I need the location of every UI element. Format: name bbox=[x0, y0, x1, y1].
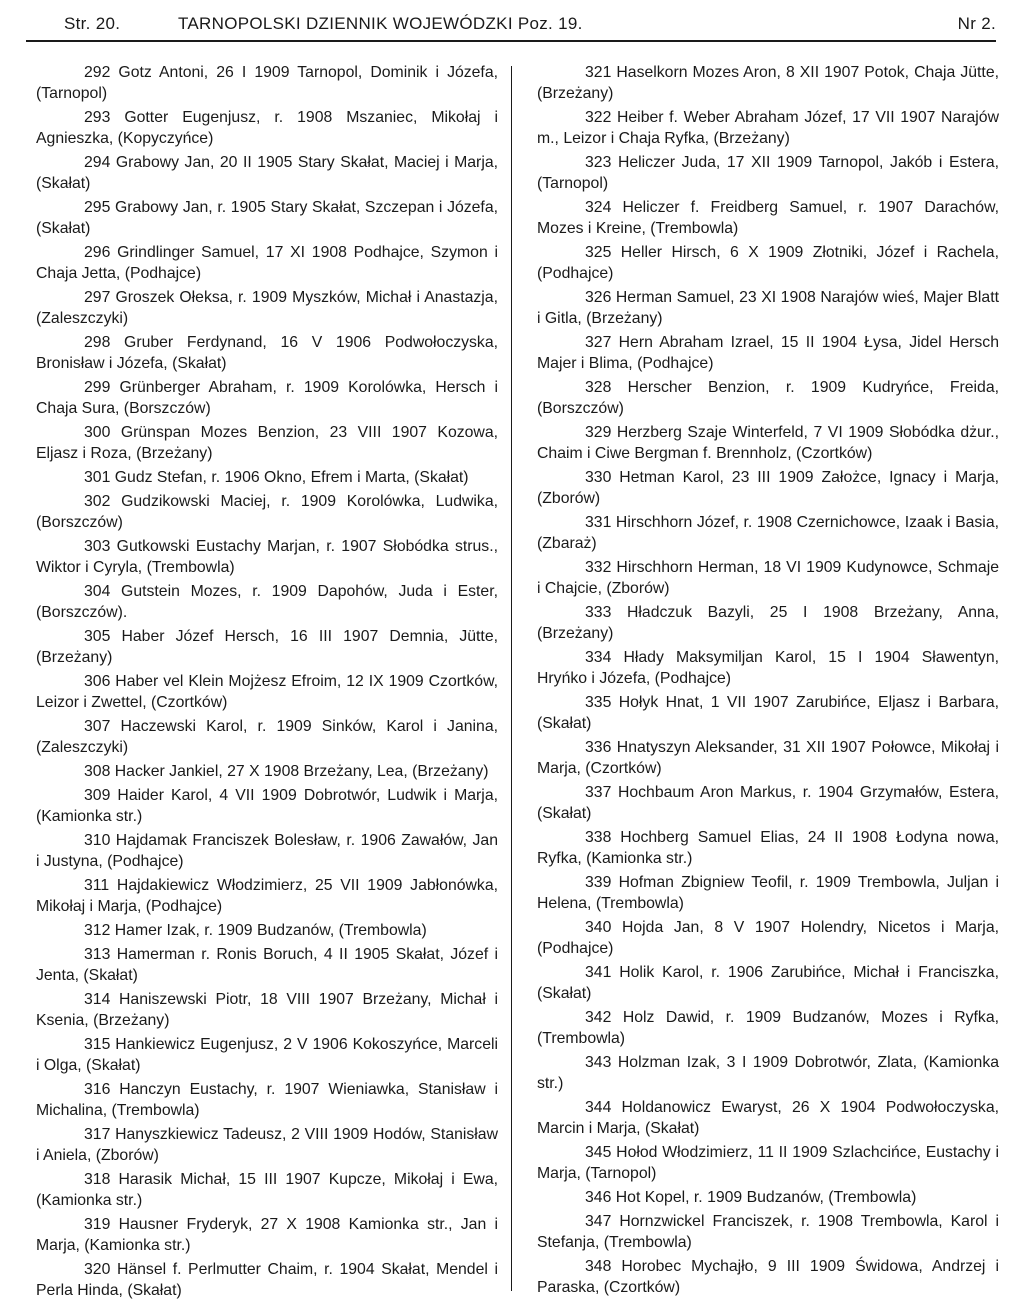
list-entry: 319 Hausner Fryderyk, 27 X 1908 Kamionka str., Jan i Marja, (Kamionka str.) bbox=[36, 1216, 498, 1254]
left-column bbox=[36, 62, 498, 1304]
list-entry: 325 Heller Hirsch, 6 X 1909 Złotniki, Józef i Rachela, (Podhajce) bbox=[537, 244, 999, 282]
list-entry: 300 Grünspan Mozes Benzion, 23 VIII 1907 Kozowa, Eljasz i Roza, (Brzeżany) bbox=[36, 424, 498, 462]
list-entry: 332 Hirschhorn Herman, 18 VI 1909 Kudynowce, Schmaje i Chajcie, (Zborów) bbox=[537, 559, 999, 597]
list-entry: 311 Hajdakiewicz Włodzimierz, 25 VII 1909 Jabłonówka, Mikołaj i Marja, (Podhajce) bbox=[36, 877, 498, 915]
list-entry: 343 Holzman Izak, 3 I 1909 Dobrotwór, Zlata, (Kamionka str.) bbox=[537, 1054, 999, 1092]
list-entry: 301 Gudz Stefan, r. 1906 Okno, Efrem i Marta, (Skałat) bbox=[84, 469, 469, 486]
list-entry: 321 Haselkorn Mozes Aron, 8 XII 1907 Potok, Chaja Jütte, (Brzeżany) bbox=[537, 64, 999, 102]
list-entry: 342 Holz Dawid, r. 1909 Budzanów, Mozes i Ryfka, (Trembowla) bbox=[537, 1009, 999, 1047]
list-entry: 316 Hanczyn Eustachy, r. 1907 Wieniawka, Stanisław i Michalina, (Trembowla) bbox=[36, 1081, 498, 1119]
list-entry: 310 Hajdamak Franciszek Bolesław, r. 1906 Zawałów, Jan i Justyna, (Podhajce) bbox=[36, 832, 498, 870]
list-entry: 318 Harasik Michał, 15 III 1907 Kupcze, Mikołaj i Ewa, (Kamionka str.) bbox=[36, 1171, 498, 1209]
right-column bbox=[537, 62, 999, 1301]
list-entry: 338 Hochberg Samuel Elias, 24 II 1908 Łodyna nowa, Ryfka, (Kamionka str.) bbox=[537, 829, 999, 867]
list-entry: 294 Grabowy Jan, 20 II 1905 Stary Skałat, Maciej i Marja, (Skałat) bbox=[36, 154, 498, 192]
list-entry: 330 Hetman Karol, 23 III 1909 Założce, Ignacy i Marja, (Zborów) bbox=[537, 469, 999, 507]
list-entry: 312 Hamer Izak, r. 1909 Budzanów, (Trembowla) bbox=[84, 922, 427, 939]
list-entry: 324 Heliczer f. Freidberg Samuel, r. 1907 Darachów, Mozes i Kreine, (Trembowla) bbox=[537, 199, 999, 237]
list-entry: 302 Gudzikowski Maciej, r. 1909 Korolówka, Ludwika, (Borszczów) bbox=[36, 493, 498, 531]
list-entry: 298 Gruber Ferdynand, 16 V 1906 Podwołoczyska, Bronisław i Józefa, (Skałat) bbox=[36, 334, 498, 372]
list-entry: 327 Hern Abraham Izrael, 15 II 1904 Łysa, Jidel Hersch Majer i Blima, (Podhajce) bbox=[537, 334, 999, 372]
list-entry: 326 Herman Samuel, 23 XI 1908 Narajów wieś, Majer Blatt i Gitla, (Brzeżany) bbox=[537, 289, 999, 327]
list-entry: 307 Haczewski Karol, r. 1909 Sinków, Karol i Janina, (Zaleszczyki) bbox=[36, 718, 498, 756]
header-rule bbox=[26, 40, 996, 42]
column-divider bbox=[511, 66, 512, 1291]
journal-title: TARNOPOLSKI DZIENNIK WOJEWÓDZKI Poz. 19. bbox=[178, 14, 583, 33]
list-entry: 306 Haber vel Klein Mojżesz Efroim, 12 IX 1909 Czortków, Leizor i Zwettel, (Czortków) bbox=[36, 673, 498, 711]
list-entry: 331 Hirschhorn Józef, r. 1908 Czernichowce, Izaak i Basia, (Zbaraż) bbox=[537, 514, 999, 552]
list-entry: 333 Hładczuk Bazyli, 25 I 1908 Brzeżany, Anna, (Brzeżany) bbox=[537, 604, 999, 642]
list-entry: 309 Haider Karol, 4 VII 1909 Dobrotwór, Ludwik i Marja, (Kamionka str.) bbox=[36, 787, 498, 825]
list-entry: 317 Hanyszkiewicz Tadeusz, 2 VIII 1909 Hodów, Stanisław i Aniela, (Zborów) bbox=[36, 1126, 498, 1164]
list-entry: 322 Heiber f. Weber Abraham Józef, 17 VII 1907 Narajów m., Leizor i Chaja Ryfka, (Brzeżany) bbox=[537, 109, 999, 147]
list-entry: 295 Grabowy Jan, r. 1905 Stary Skałat, Szczepan i Józefa, (Skałat) bbox=[36, 199, 498, 237]
list-entry: 320 Hänsel f. Perlmutter Chaim, r. 1904 Skałat, Mendel i Perla Hinda, (Skałat) bbox=[36, 1261, 498, 1299]
list-entry: 304 Gutstein Mozes, r. 1909 Dapohów, Juda i Ester, (Borszczów). bbox=[36, 583, 498, 621]
list-entry: 335 Hołyk Hnat, 1 VII 1907 Zarubińce, Eljasz i Barbara, (Skałat) bbox=[537, 694, 999, 732]
page-header bbox=[26, 14, 996, 40]
list-entry: 340 Hojda Jan, 8 V 1907 Holendry, Nicetos i Marja, (Podhajce) bbox=[537, 919, 999, 957]
list-entry: 308 Hacker Jankiel, 27 X 1908 Brzeżany, Lea, (Brzeżany) bbox=[84, 763, 489, 780]
list-entry: 345 Hołod Włodzimierz, 11 II 1909 Szlachcińce, Eustachy i Marja, (Tarnopol) bbox=[537, 1144, 999, 1182]
list-entry: 337 Hochbaum Aron Markus, r. 1904 Grzymałów, Estera, (Skałat) bbox=[537, 784, 999, 822]
list-entry: 323 Heliczer Juda, 17 XII 1909 Tarnopol, Jakób i Estera, (Tarnopol) bbox=[537, 154, 999, 192]
page-number: Str. 20. bbox=[64, 14, 121, 33]
list-entry: 328 Herscher Benzion, r. 1909 Kudryńce, Freida, (Borszczów) bbox=[537, 379, 999, 417]
list-entry: 347 Hornzwickel Franciszek, r. 1908 Trembowla, Karol i Stefanja, (Trembowla) bbox=[537, 1213, 999, 1251]
list-entry: 346 Hot Kopel, r. 1909 Budzanów, (Trembowla) bbox=[585, 1189, 917, 1206]
list-entry: 299 Grünberger Abraham, r. 1909 Korolówka, Hersch i Chaja Sura, (Borszczów) bbox=[36, 379, 498, 417]
list-entry: 334 Hłady Maksymiljan Karol, 15 I 1904 Sławentyn, Hryńko i Józefa, (Podhajce) bbox=[537, 649, 999, 687]
list-entry: 297 Groszek Ołeksa, r. 1909 Myszków, Michał i Anastazja, (Zaleszczyki) bbox=[36, 289, 498, 327]
list-entry: 344 Holdanowicz Ewaryst, 26 X 1904 Podwołoczyska, Marcin i Marja, (Skałat) bbox=[537, 1099, 999, 1137]
list-entry: 348 Horobec Mychajło, 9 III 1909 Świdowa, Andrzej i Paraska, (Czortków) bbox=[537, 1258, 999, 1296]
issue-number: Nr 2. bbox=[957, 14, 996, 33]
list-entry: 292 Gotz Antoni, 26 I 1909 Tarnopol, Dominik i Józefa, (Tarnopol) bbox=[36, 64, 498, 102]
list-entry: 305 Haber Józef Hersch, 16 III 1907 Demnia, Jütte, (Brzeżany) bbox=[36, 628, 498, 666]
list-entry: 314 Haniszewski Piotr, 18 VIII 1907 Brzeżany, Michał i Ksenia, (Brzeżany) bbox=[36, 991, 498, 1029]
list-entry: 293 Gotter Eugenjusz, r. 1908 Mszaniec, Mikołaj i Agnieszka, (Kopyczyńce) bbox=[36, 109, 498, 147]
list-entry: 329 Herzberg Szaje Winterfeld, 7 VI 1909 Słobódka dżur., Chaim i Ciwe Bergman f. Brennholz, (Czortków) bbox=[537, 424, 999, 462]
list-entry: 303 Gutkowski Eustachy Marjan, r. 1907 Słobódka strus., Wiktor i Cyryla, (Trembowla) bbox=[36, 538, 498, 576]
list-entry: 313 Hamerman r. Ronis Boruch, 4 II 1905 Skałat, Józef i Jenta, (Skałat) bbox=[36, 946, 498, 984]
list-entry: 339 Hofman Zbigniew Teofil, r. 1909 Trembowla, Juljan i Helena, (Trembowla) bbox=[537, 874, 999, 912]
list-entry: 315 Hankiewicz Eugenjusz, 2 V 1906 Kokoszyńce, Marceli i Olga, (Skałat) bbox=[36, 1036, 498, 1074]
list-entry: 296 Grindlinger Samuel, 17 XI 1908 Podhajce, Szymon i Chaja Jetta, (Podhajce) bbox=[36, 244, 498, 282]
list-entry: 336 Hnatyszyn Aleksander, 31 XII 1907 Połowce, Mikołaj i Marja, (Czortków) bbox=[537, 739, 999, 777]
list-entry: 341 Holik Karol, r. 1906 Zarubińce, Michał i Franciszka, (Skałat) bbox=[537, 964, 999, 1002]
